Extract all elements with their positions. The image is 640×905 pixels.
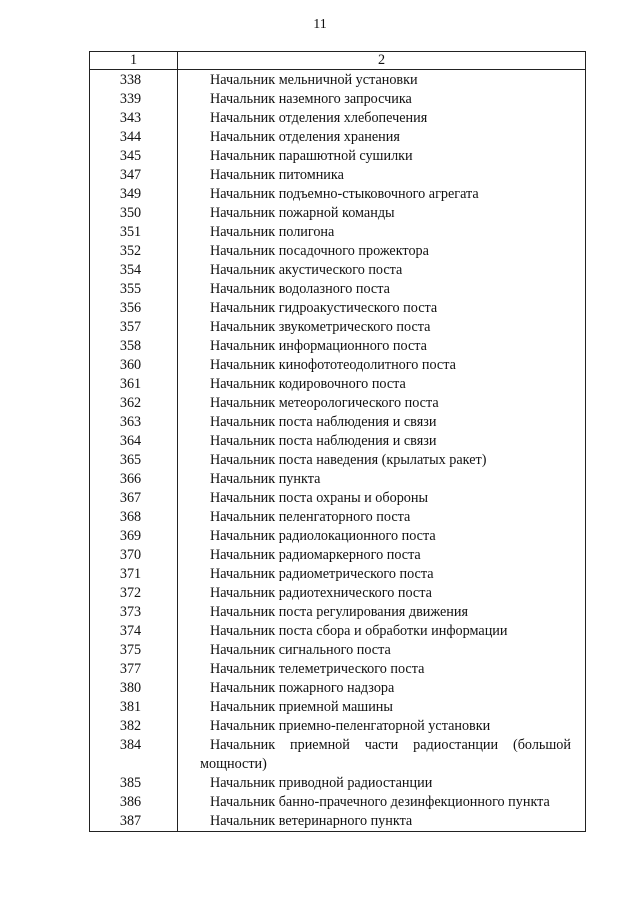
table-row — [90, 679, 586, 698]
table-row — [90, 166, 586, 185]
position-code: 374 — [90, 622, 178, 641]
table-row — [90, 641, 586, 660]
position-title: Начальник пожарной команды — [178, 204, 586, 223]
table-row — [90, 736, 586, 774]
table-row — [90, 698, 586, 717]
table-row — [90, 793, 586, 812]
position-code: 372 — [90, 584, 178, 603]
position-title: Начальник подъемно-стыковочного агрегата — [178, 185, 586, 204]
position-code: 339 — [90, 90, 178, 109]
position-code: 352 — [90, 242, 178, 261]
position-code: 358 — [90, 337, 178, 356]
table-row — [90, 242, 586, 261]
position-title: Начальник мельничной установки — [178, 70, 586, 91]
column-header-code: 1 — [90, 52, 178, 70]
position-code: 371 — [90, 565, 178, 584]
position-title: Начальник поста сбора и обработки информации — [178, 622, 586, 641]
table-row — [90, 584, 586, 603]
position-code: 351 — [90, 223, 178, 242]
position-title: Начальник радиомаркерного поста — [178, 546, 586, 565]
position-title: Начальник поста наблюдения и связи — [178, 413, 586, 432]
position-code: 375 — [90, 641, 178, 660]
position-code: 338 — [90, 70, 178, 91]
position-title: Начальник метеорологического поста — [178, 394, 586, 413]
position-code: 362 — [90, 394, 178, 413]
position-title: Начальник гидроакустического поста — [178, 299, 586, 318]
position-code: 381 — [90, 698, 178, 717]
position-code: 344 — [90, 128, 178, 147]
table-row — [90, 489, 586, 508]
table-row — [90, 337, 586, 356]
position-title: Начальник поста охраны и обороны — [178, 489, 586, 508]
table-header-row — [90, 52, 586, 70]
position-title: Начальник приемной части радиостанции (большой мощности) — [178, 736, 586, 774]
position-title: Начальник поста наведения (крылатых ракет) — [178, 451, 586, 470]
position-code: 373 — [90, 603, 178, 622]
position-title: Начальник поста наблюдения и связи — [178, 432, 586, 451]
table-row — [90, 223, 586, 242]
position-title: Начальник приемной машины — [178, 698, 586, 717]
position-code: 377 — [90, 660, 178, 679]
table-row — [90, 109, 586, 128]
position-code: 364 — [90, 432, 178, 451]
position-code: 354 — [90, 261, 178, 280]
position-code: 349 — [90, 185, 178, 204]
position-title: Начальник пеленгаторного поста — [178, 508, 586, 527]
position-title: Начальник полигона — [178, 223, 586, 242]
table-row — [90, 413, 586, 432]
position-title: Начальник приводной радиостанции — [178, 774, 586, 793]
table-row — [90, 470, 586, 489]
position-code: 368 — [90, 508, 178, 527]
position-title: Начальник телеметрического поста — [178, 660, 586, 679]
position-title: Начальник отделения хлебопечения — [178, 109, 586, 128]
table-row — [90, 451, 586, 470]
table-row — [90, 280, 586, 299]
position-code: 386 — [90, 793, 178, 812]
position-title: Начальник кодировочного поста — [178, 375, 586, 394]
position-code: 356 — [90, 299, 178, 318]
table-row — [90, 204, 586, 223]
position-code: 355 — [90, 280, 178, 299]
position-title: Начальник радиотехнического поста — [178, 584, 586, 603]
position-code: 370 — [90, 546, 178, 565]
table-row — [90, 432, 586, 451]
position-code: 384 — [90, 736, 178, 774]
position-code: 360 — [90, 356, 178, 375]
table-row — [90, 660, 586, 679]
position-code: 380 — [90, 679, 178, 698]
page-number: 11 — [313, 17, 327, 32]
position-title: Начальник пожарного надзора — [178, 679, 586, 698]
table-row — [90, 299, 586, 318]
position-code: 343 — [90, 109, 178, 128]
position-code: 361 — [90, 375, 178, 394]
table-row — [90, 603, 586, 622]
position-title: Начальник радиометрического поста — [178, 565, 586, 584]
table-row — [90, 147, 586, 166]
position-title: Начальник наземного запросчика — [178, 90, 586, 109]
positions-table — [89, 51, 586, 832]
position-title: Начальник сигнального поста — [178, 641, 586, 660]
position-title: Начальник звукометрического поста — [178, 318, 586, 337]
table-row — [90, 565, 586, 584]
table-row — [90, 717, 586, 736]
position-code: 385 — [90, 774, 178, 793]
position-code: 366 — [90, 470, 178, 489]
position-title: Начальник банно-прачечного дезинфекционного пункта — [178, 793, 586, 812]
table-row — [90, 622, 586, 641]
table-row — [90, 812, 586, 832]
position-title: Начальник парашютной сушилки — [178, 147, 586, 166]
position-code: 369 — [90, 527, 178, 546]
position-title: Начальник радиолокационного поста — [178, 527, 586, 546]
table-body — [90, 70, 586, 832]
position-title: Начальник отделения хранения — [178, 128, 586, 147]
table-row — [90, 546, 586, 565]
position-title: Начальник питомника — [178, 166, 586, 185]
table-row — [90, 90, 586, 109]
position-title: Начальник пункта — [178, 470, 586, 489]
position-code: 357 — [90, 318, 178, 337]
column-header-title: 2 — [178, 52, 586, 70]
table-row — [90, 128, 586, 147]
position-title: Начальник акустического поста — [178, 261, 586, 280]
position-title: Начальник приемно-пеленгаторной установки — [178, 717, 586, 736]
table-row — [90, 356, 586, 375]
table-row — [90, 185, 586, 204]
table-row — [90, 318, 586, 337]
position-code: 367 — [90, 489, 178, 508]
position-code: 387 — [90, 812, 178, 832]
position-title: Начальник поста регулирования движения — [178, 603, 586, 622]
table-row — [90, 70, 586, 91]
position-title: Начальник водолазного поста — [178, 280, 586, 299]
table-row — [90, 527, 586, 546]
position-title: Начальник кинофототеодолитного поста — [178, 356, 586, 375]
position-code: 350 — [90, 204, 178, 223]
table-row — [90, 261, 586, 280]
position-code: 382 — [90, 717, 178, 736]
position-code: 345 — [90, 147, 178, 166]
table-row — [90, 774, 586, 793]
table-row — [90, 394, 586, 413]
position-title: Начальник ветеринарного пункта — [178, 812, 586, 832]
position-code: 363 — [90, 413, 178, 432]
table-row — [90, 375, 586, 394]
position-title: Начальник посадочного прожектора — [178, 242, 586, 261]
position-code: 347 — [90, 166, 178, 185]
position-title: Начальник информационного поста — [178, 337, 586, 356]
position-code: 365 — [90, 451, 178, 470]
table-row — [90, 508, 586, 527]
